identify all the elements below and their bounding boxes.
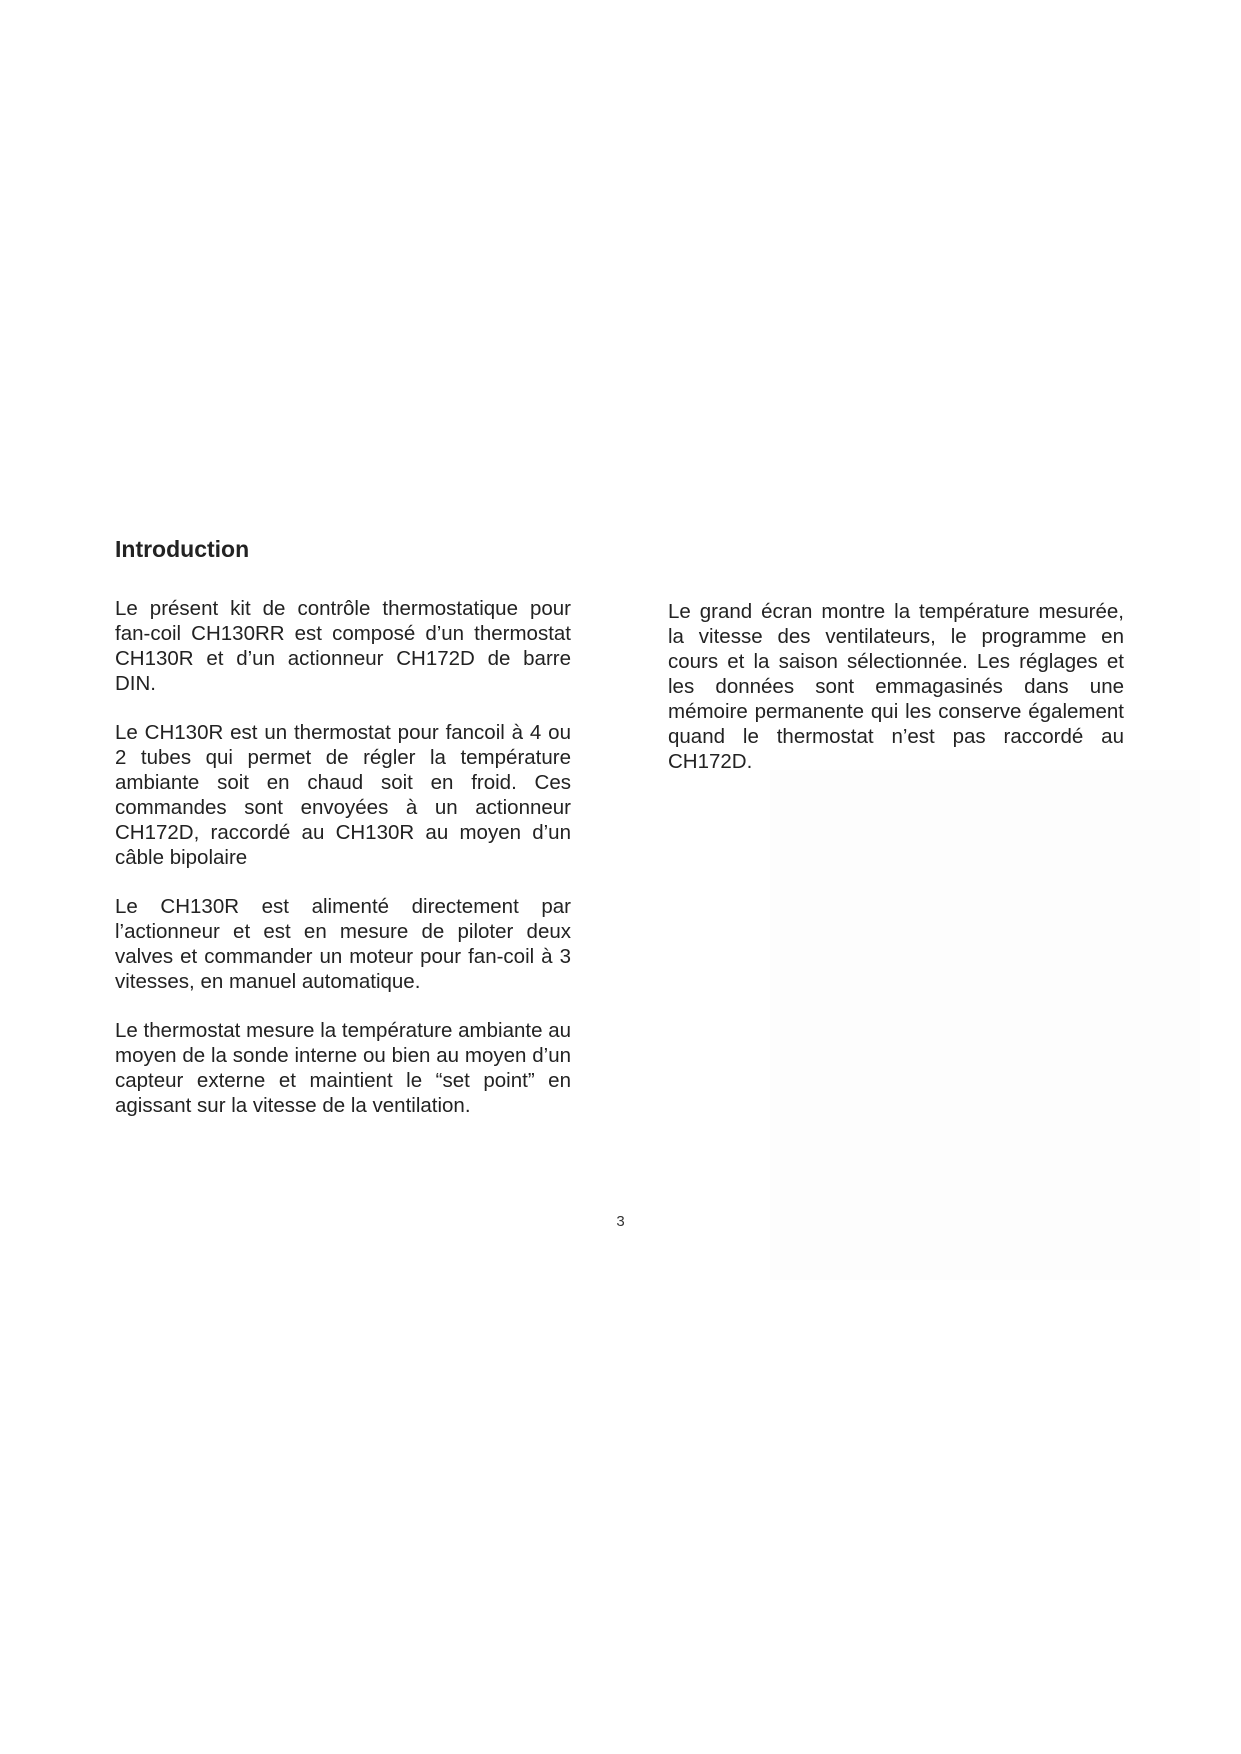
right-column: [668, 599, 1124, 798]
page-number: 3: [616, 1213, 625, 1230]
paragraph-power-description: Le CH130R est alimenté directement par l’actionneur et est en mesure de piloter deux valves et commander un moteur pour fan-coil à 3 vitesses, en manuel automatique.: [115, 895, 571, 993]
section-title: Introduction: [115, 536, 250, 562]
paragraph-display-description: Le grand écran montre la température mesurée, la vitesse des ventilateurs, le programme en cours et la saison sélectionnée. Les réglages et les données sont emmagasinés dans une mémoire permanente qui les conserve également quand le thermostat n’est pas raccordé au CH172D.: [668, 600, 1124, 773]
paragraph-measurement-description: Le thermostat mesure la température ambiante au moyen de la sonde interne ou bien au moyen d’un capteur externe et maintient le “set point” en agissant sur la vitesse de la ventilation.: [115, 1019, 571, 1117]
paragraph-kit-description: Le présent kit de contrôle thermostatique pour fan-coil CH130RR est composé d’un thermostat CH130R et d’un actionneur CH172D de barre DIN.: [115, 597, 571, 695]
left-column: [115, 596, 571, 1142]
faint-background-area: [770, 770, 1200, 1280]
paragraph-thermostat-description: Le CH130R est un thermostat pour fancoil à 4 ou 2 tubes qui permet de régler la température ambiante soit en chaud soit en froid. Ces commandes sont envoyées à un actionneur CH172D, raccordé au CH130R au moyen d’un câble bipolaire: [115, 721, 571, 869]
